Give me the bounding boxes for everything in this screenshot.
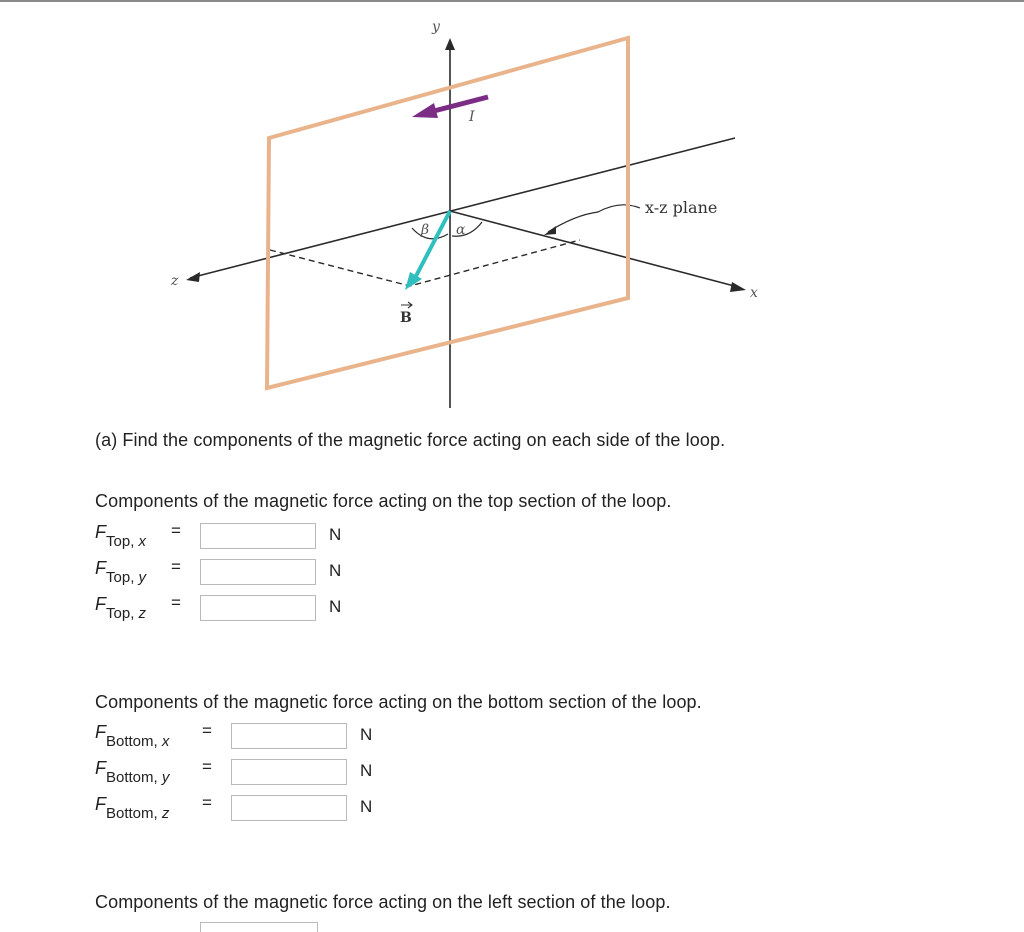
top-x-label: $F_{Top, x}$ bbox=[95, 522, 147, 550]
bottom-z-label: $F_{Bottom, z}$ bbox=[95, 794, 170, 822]
top-z-input[interactable] bbox=[200, 595, 316, 621]
bottom-y-input[interactable] bbox=[231, 759, 347, 785]
x-axis-label: x bbox=[750, 285, 758, 301]
current-arrow bbox=[430, 97, 488, 112]
bottom-x-input[interactable] bbox=[231, 723, 347, 749]
top-x-unit: N bbox=[329, 525, 342, 544]
equals-sign: = bbox=[171, 557, 181, 576]
beta-arc bbox=[412, 228, 448, 239]
current-label: I bbox=[469, 109, 475, 125]
b-field-label: B bbox=[400, 310, 412, 326]
beta-label: β bbox=[421, 222, 430, 238]
alpha-label: α bbox=[456, 222, 466, 238]
current-arrowhead bbox=[412, 103, 438, 118]
b-field-arrowhead bbox=[405, 272, 422, 290]
bottom-z-unit: N bbox=[360, 797, 373, 816]
top-section-title: Components of the magnetic force acting on the top section of the loop. bbox=[95, 491, 672, 511]
top-y-label: $F_{Top, y}$ bbox=[95, 558, 147, 586]
top-y-unit: N bbox=[329, 561, 342, 580]
equals-sign: = bbox=[202, 757, 212, 776]
bottom-section-title: Components of the magnetic force acting on the bottom section of the loop. bbox=[95, 692, 702, 712]
equals-sign: = bbox=[202, 793, 212, 812]
x-axis-arrowhead bbox=[730, 282, 746, 292]
z-axis-arrowhead bbox=[186, 272, 200, 282]
plane-label: x-z plane bbox=[645, 198, 718, 217]
bottom-x-label: $F_{Bottom, x}$ bbox=[95, 722, 170, 750]
top-z-label: $F_{Top, z}$ bbox=[95, 594, 147, 622]
equals-sign: = bbox=[202, 721, 212, 740]
z-axis-label: z bbox=[171, 273, 179, 289]
bottom-z-input[interactable] bbox=[231, 795, 347, 821]
bottom-x-unit: N bbox=[360, 725, 373, 744]
loop-figure bbox=[0, 0, 1024, 420]
part-a-question: (a) Find the components of the magnetic force acting on each side of the loop. bbox=[95, 430, 726, 450]
top-x-input[interactable] bbox=[200, 523, 316, 549]
y-axis-label: y bbox=[432, 19, 440, 35]
left-section-title: Components of the magnetic force acting on the left section of the loop. bbox=[95, 892, 671, 912]
equals-sign: = bbox=[171, 593, 181, 612]
bottom-y-unit: N bbox=[360, 761, 373, 780]
x-axis bbox=[450, 211, 738, 287]
plane-pointer-arrowhead bbox=[544, 226, 556, 235]
top-z-unit: N bbox=[329, 597, 342, 616]
left-x-input-partial[interactable] bbox=[200, 922, 318, 932]
y-axis-arrowhead bbox=[445, 38, 455, 50]
top-y-input[interactable] bbox=[200, 559, 316, 585]
bottom-y-label: $F_{Bottom, y}$ bbox=[95, 758, 170, 786]
equals-sign: = bbox=[171, 521, 181, 540]
vector-arrow-icon bbox=[401, 302, 412, 308]
